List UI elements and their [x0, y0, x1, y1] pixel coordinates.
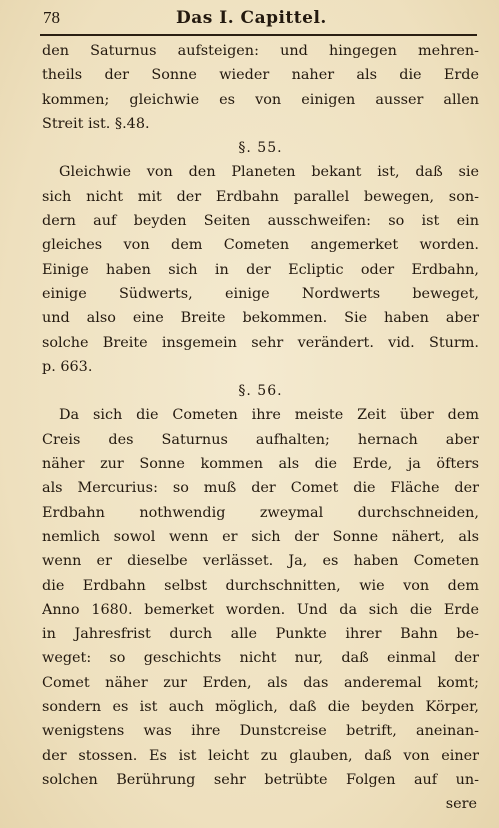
text-line: sondern es ist auch möglich, daß die beyden Körper,	[42, 699, 479, 716]
section-heading: §. 56.	[238, 383, 283, 400]
text-line: Gleichwie von den Planeten bekant ist, daß sie	[59, 164, 479, 181]
text-line: sich nicht mit der Erdbahn parallel bewegen, son-	[42, 188, 479, 205]
text-line: theils der Sonne wieder naher als die Erde	[42, 67, 479, 84]
text-line: als Mercurius: so muß der Comet die Fläche der	[42, 480, 479, 497]
text-line: gleiches von dem Cometen angemerket worden.	[42, 237, 479, 254]
body-text	[42, 39, 479, 817]
text-line: wenigstens was ihre Dunstcreise betrift, aneinan-	[42, 723, 479, 740]
text-line: den Saturnus aufsteigen: und hingegen mehren-	[42, 43, 479, 59]
text-line: nemlich sowol wenn er sich der Sonne nähert, als	[42, 528, 479, 545]
text-line: Einige haben sich in der Ecliptic oder Erdbahn,	[42, 261, 479, 278]
running-head	[40, 4, 480, 32]
text-line: näher zur Sonne kommen als die Erde, ja öfters	[42, 456, 479, 473]
text-line: in Jahresfrist durch alle Punkte ihrer Bahn be-	[42, 626, 479, 643]
text-line: die Erdbahn selbst durchschnitten, wie von dem	[42, 577, 479, 594]
header-rule	[40, 34, 477, 36]
text-line: der stossen. Es ist leicht zu glauben, daß von einer	[42, 747, 479, 764]
page-number: 78	[43, 8, 60, 27]
text-line: dern auf beyden Seiten ausschweifen: so ist ein	[42, 213, 479, 230]
chapter-title: Das I. Capittel.	[176, 8, 327, 28]
text-line: solche Breite insgemein sehr verändert. vid. Sturm.	[42, 334, 479, 351]
text-line: solchen Berührung sehr betrübte Folgen auf un-	[42, 771, 479, 788]
text-line: einige Südwerts, einige Nordwerts beweget,	[42, 285, 479, 302]
section-heading: §. 55.	[238, 140, 283, 157]
text-line: Streit ist. §.48.	[42, 115, 150, 132]
text-line: weget: so geschichts nicht nur, daß einmal der	[42, 650, 479, 667]
text-line: und also eine Breite bekommen. Sie haben aber	[42, 310, 479, 327]
text-line: Anno 1680. bemerket worden. Und da sich die Erde	[42, 601, 479, 618]
text-line: Da sich die Cometen ihre meiste Zeit über dem	[59, 407, 479, 424]
text-line: Erdbahn nothwendig zweymal durchschneiden,	[42, 504, 479, 521]
text-line: Comet näher zur Erden, als das anderemal komt;	[42, 674, 479, 691]
text-line: wenn er dieselbe verlässet. Ja, es haben Cometen	[42, 553, 479, 570]
text-line: Creis des Saturnus aufhalten; hernach aber	[42, 431, 479, 448]
text-line: p. 663.	[42, 358, 93, 375]
catchword: sere	[445, 796, 477, 813]
text-line: kommen; gleichwie es von einigen ausser allen	[42, 91, 479, 108]
